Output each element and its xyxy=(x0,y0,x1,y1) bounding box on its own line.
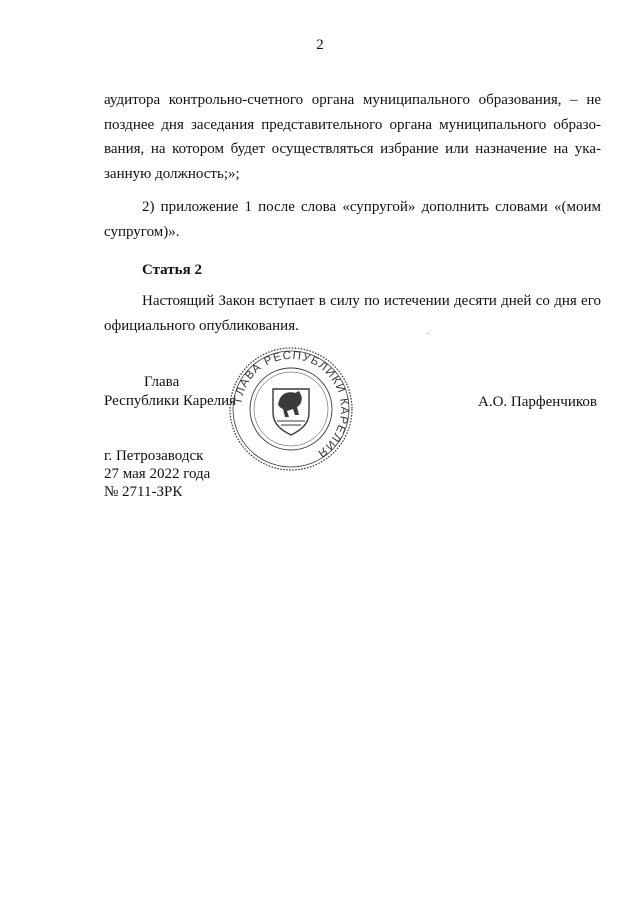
place-date-block xyxy=(104,447,210,501)
article-heading: Статья 2 xyxy=(142,262,202,278)
signature-title-line-1: Глава xyxy=(144,374,180,390)
seal-ring-text: ГЛАВА РЕСПУБЛИКИ КАРЕЛИЯ xyxy=(232,349,351,460)
scan-speck xyxy=(427,333,428,334)
signature-title xyxy=(104,373,236,410)
law-number: № 2711-ЗРК xyxy=(104,484,183,500)
article-text-line: Настоящий Закон вступает в силу по истечении десяти дней со дня его xyxy=(142,293,601,309)
paragraph-1-line: вания, на котором будет осуществляться избрание или назначение на ука- xyxy=(104,141,601,157)
article-text xyxy=(104,289,601,338)
official-seal xyxy=(228,346,354,472)
paragraph-1 xyxy=(104,88,601,186)
paragraph-2-line: супругом)». xyxy=(104,223,180,240)
signatory-name: А.О. Парфенчиков xyxy=(478,394,597,410)
page-number: 2 xyxy=(316,37,324,53)
paragraph-2 xyxy=(104,195,601,244)
article-text-line: официального опубликования. xyxy=(104,317,299,334)
paragraph-1-line: аудитора контрольно-счетного органа муниципального образования, – не xyxy=(104,92,601,108)
bear-coat-of-arms-icon xyxy=(273,389,309,435)
date: 27 мая 2022 года xyxy=(104,466,211,482)
signature-title-line-2: Республики Карелия xyxy=(104,392,237,409)
paragraph-1-line: позднее дня заседания представительного органа муниципального образо- xyxy=(104,116,601,133)
paragraph-1-line: занную должность;»; xyxy=(104,165,240,182)
city: г. Петрозаводск xyxy=(104,448,204,464)
paragraph-2-line: 2) приложение 1 после слова «супругой» дополнить словами «(моим xyxy=(142,199,601,215)
